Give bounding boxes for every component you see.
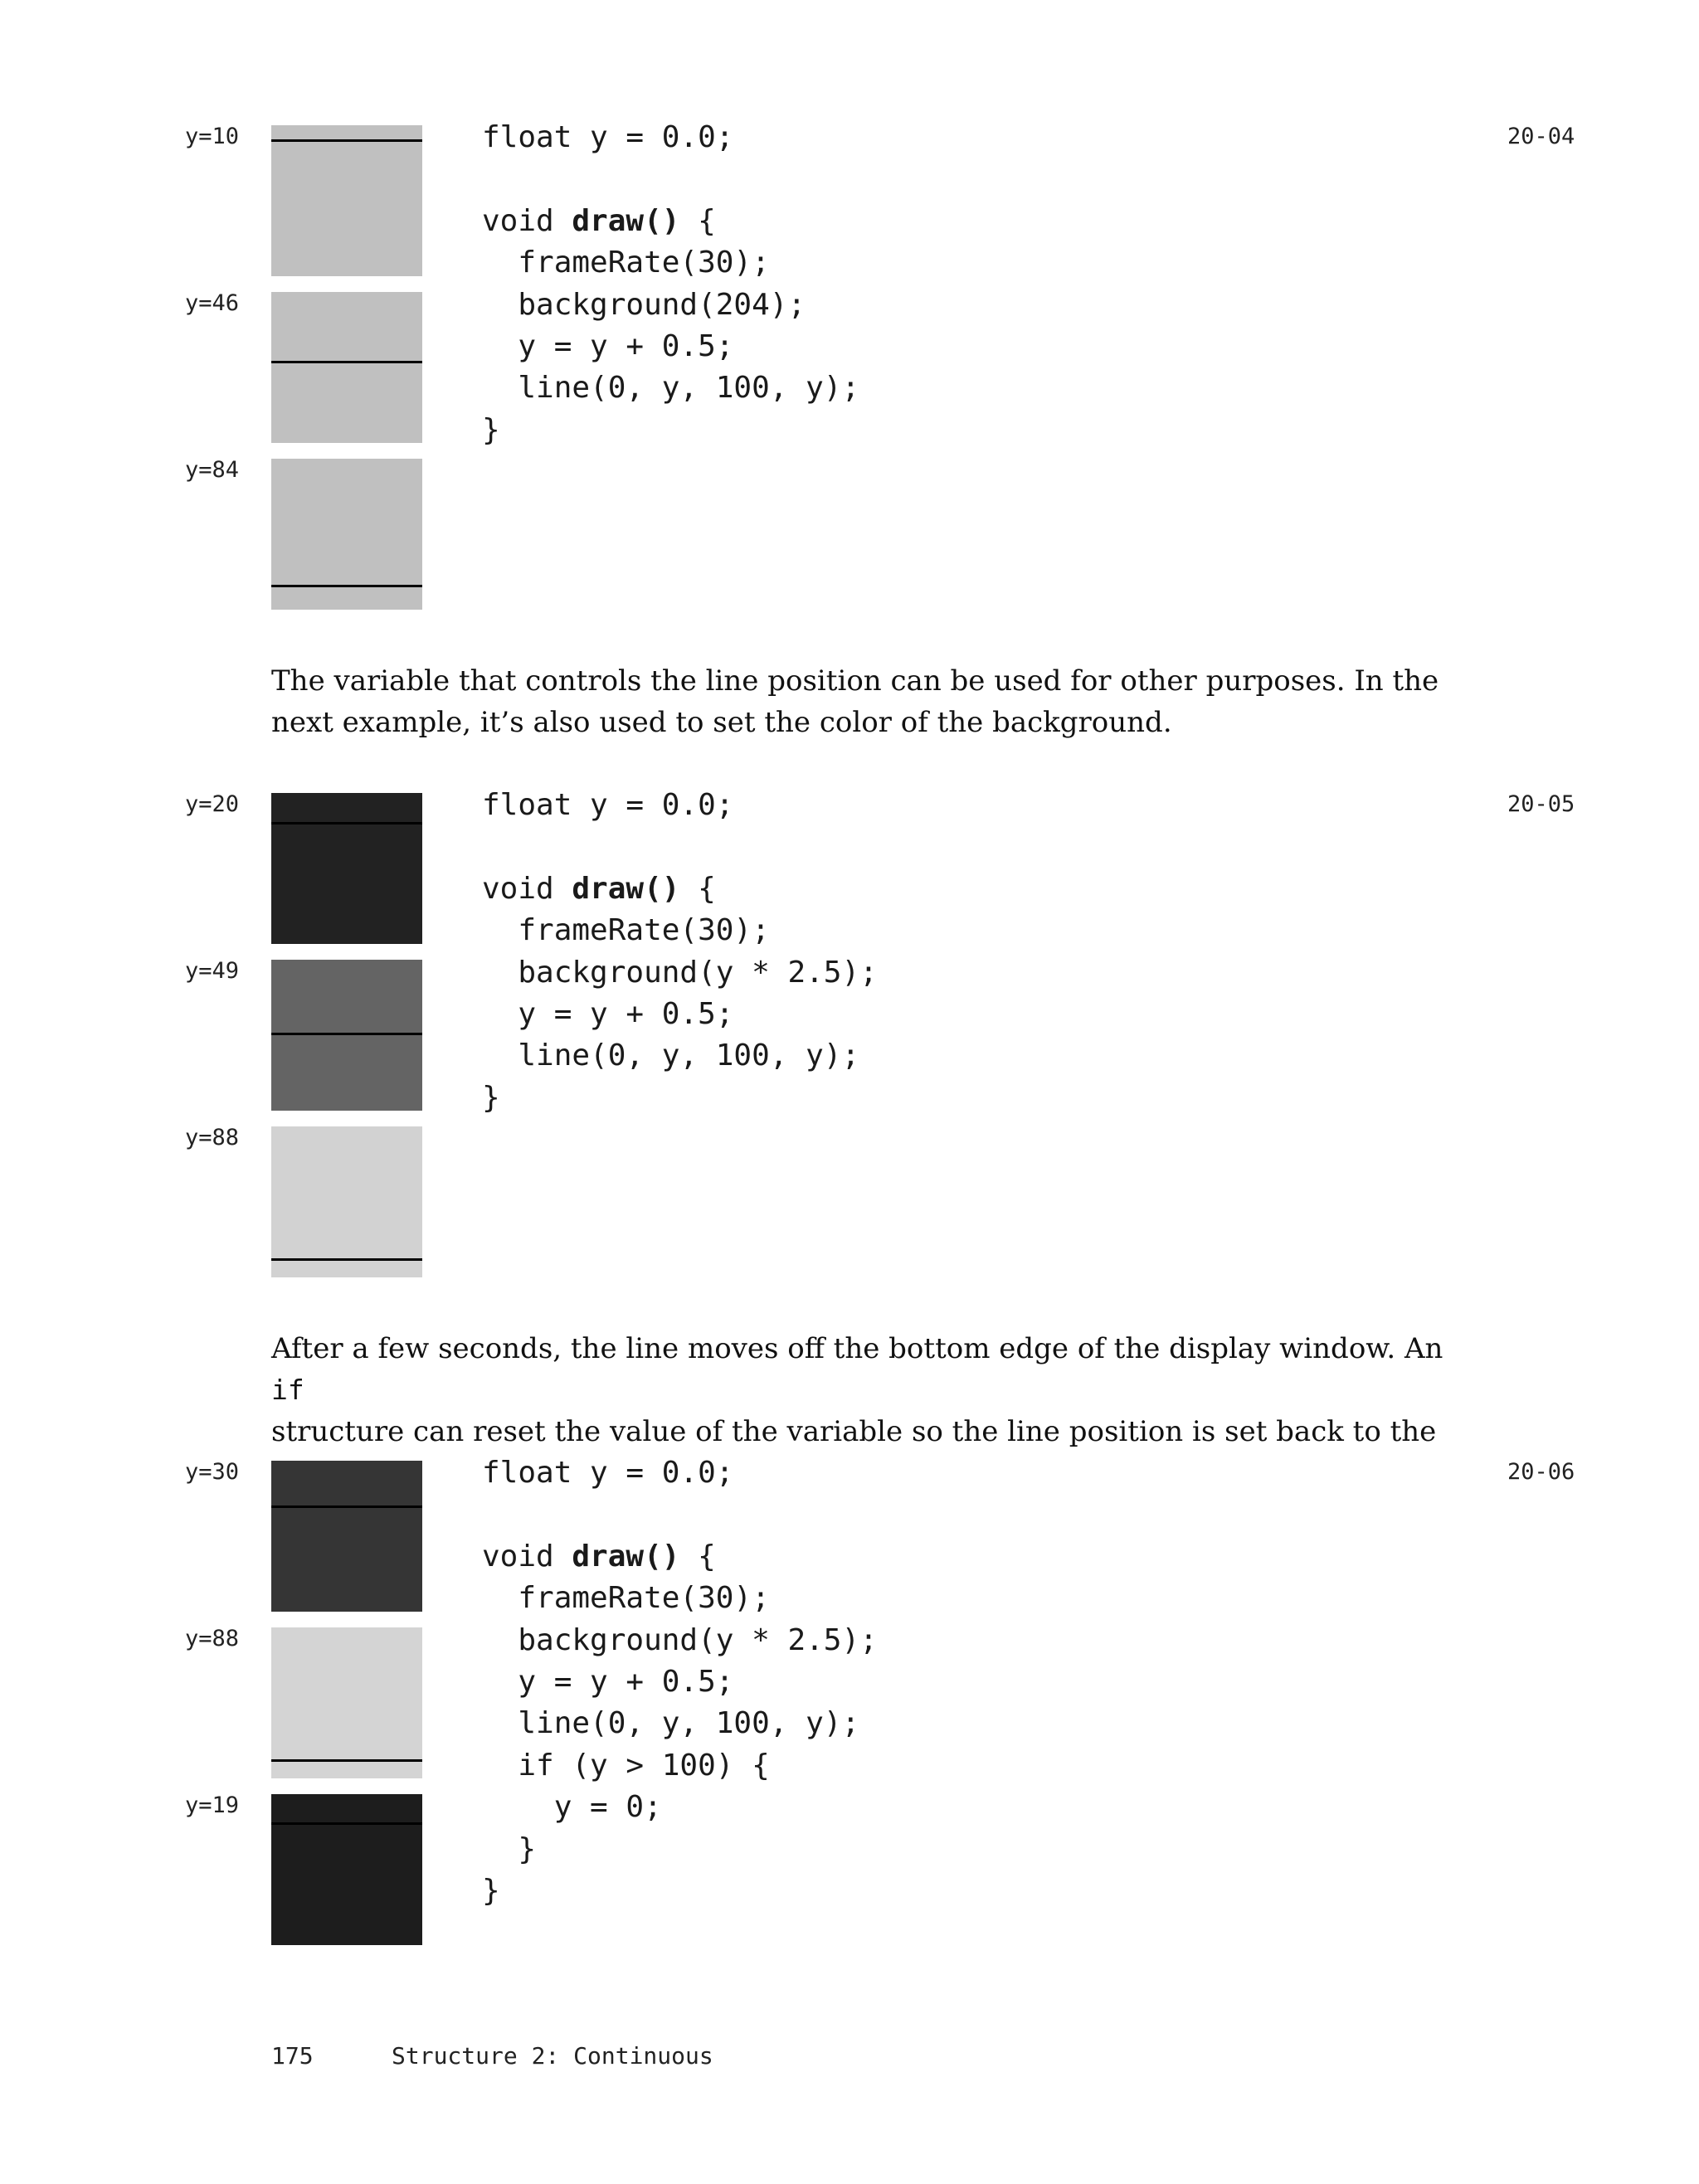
code-line: background(204); (482, 287, 806, 322)
frame-line (271, 1822, 422, 1825)
code-listing (482, 1452, 878, 1912)
display-frame (271, 292, 422, 443)
code-line: frameRate(30); (482, 246, 770, 280)
code-line: float y = 0.0; (482, 788, 734, 822)
code-line: } (482, 1831, 537, 1866)
body-paragraph: The variable that controls the line position can be used for other purposes. In the next example, it’s also used to set the color of the background. (271, 664, 1439, 739)
code-line: } (482, 1080, 500, 1115)
code-line: y = y + 0.5; (482, 1664, 734, 1699)
frame-label: y=88 (185, 1125, 240, 1150)
frame-line (271, 1759, 422, 1762)
display-frame (271, 1126, 422, 1277)
frame-label: y=46 (185, 290, 240, 316)
code-line: } (482, 412, 500, 447)
code-line: frameRate(30); (482, 1581, 770, 1616)
code-listing (482, 785, 878, 1119)
paragraph-text: structure can reset the value of the variable so the line position is set back to the (271, 1415, 1437, 1448)
frame-label: y=84 (185, 457, 240, 483)
display-frame (271, 793, 422, 944)
inline-code: if (271, 1374, 304, 1406)
code-line: void draw() { (482, 203, 716, 238)
code-line: line(0, y, 100, y); (482, 1706, 860, 1741)
code-listing (482, 117, 859, 451)
display-frame (271, 459, 422, 610)
code-line: if (y > 100) { (482, 1748, 770, 1783)
code-line (482, 1494, 878, 1535)
frame-label: y=19 (185, 1792, 240, 1818)
display-frame (271, 1627, 422, 1778)
display-frame (271, 125, 422, 276)
frame-label: y=20 (185, 791, 240, 817)
frame-line (271, 585, 422, 587)
figure-id: 20-04 (1507, 124, 1575, 149)
frame-line (271, 1258, 422, 1261)
code-line: background(y * 2.5); (482, 1622, 878, 1657)
code-line: float y = 0.0; (482, 1456, 734, 1490)
code-line (482, 158, 859, 200)
code-line (482, 826, 878, 868)
code-line: void draw() { (482, 871, 716, 906)
frame-line (271, 1033, 422, 1035)
code-line: line(0, y, 100, y); (482, 1038, 860, 1073)
code-line: frameRate(30); (482, 913, 770, 948)
code-line: y = 0; (482, 1790, 662, 1825)
running-footer-title: Structure 2: Continuous (392, 2042, 713, 2070)
figure-id: 20-06 (1507, 1459, 1575, 1485)
page-number: 175 (271, 2042, 314, 2070)
frame-line (271, 822, 422, 824)
code-line: line(0, y, 100, y); (482, 371, 860, 406)
display-frame (271, 1794, 422, 1945)
display-frame (271, 960, 422, 1111)
code-line: } (482, 1873, 500, 1908)
frame-label: y=10 (185, 124, 240, 149)
figure-id: 20-05 (1507, 791, 1575, 817)
frame-label: y=88 (185, 1626, 240, 1651)
frame-label: y=49 (185, 958, 240, 984)
frame-line (271, 139, 422, 142)
frame-line (271, 1505, 422, 1508)
code-line: background(y * 2.5); (482, 955, 878, 990)
code-line: y = y + 0.5; (482, 328, 734, 363)
frame-label: y=30 (185, 1459, 240, 1485)
code-line: y = y + 0.5; (482, 996, 734, 1031)
code-line: float y = 0.0; (482, 120, 734, 154)
paragraph-text: After a few seconds, the line moves off the bottom edge of the display window. An (271, 1332, 1443, 1365)
frame-line (271, 361, 422, 363)
display-frame (271, 1461, 422, 1612)
code-line: void draw() { (482, 1539, 716, 1574)
